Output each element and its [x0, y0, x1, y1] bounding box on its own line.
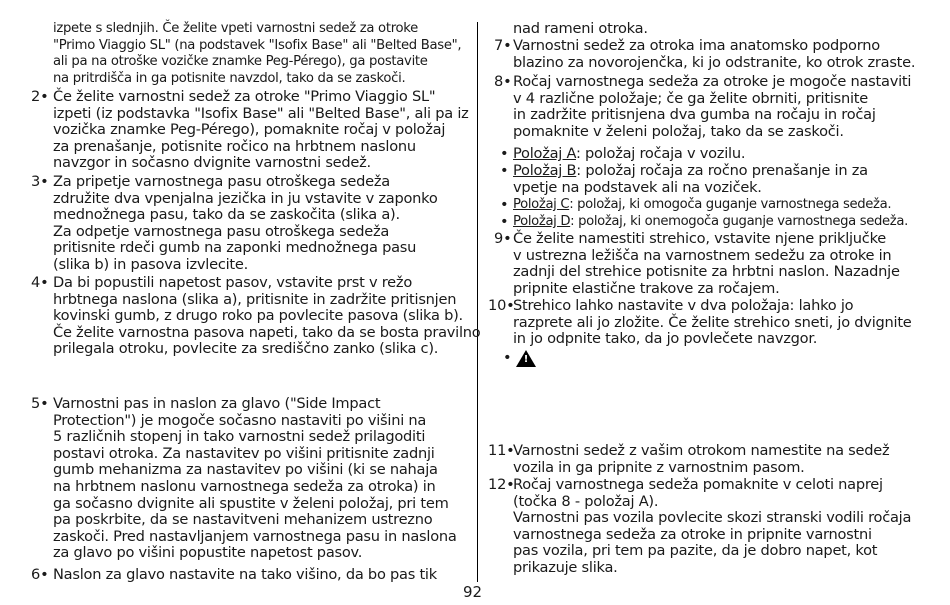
item-12-paragraph — [513, 477, 911, 577]
text-line: zadnji del strehice potisnite za hrbtni naslon. Nazadnje — [513, 263, 900, 281]
item-number-8: 8• — [494, 73, 512, 90]
text-line: izpete s slednjih. Če želite vpeti varnostni sedež za otroke — [53, 21, 418, 36]
position-b-item — [513, 163, 868, 180]
position-label: Položaj D — [513, 214, 571, 229]
item-number-9: 9• — [494, 230, 512, 247]
bullet: • — [500, 196, 509, 213]
item-10-paragraph — [513, 298, 912, 348]
text-line: na hrbtnem naslonu varnostnega sedeža za otroka) in — [53, 477, 436, 495]
item-4-paragraph — [53, 275, 480, 358]
text-line: Protection") je mogoče sočasno nastaviti po višini na — [53, 411, 427, 429]
text-line: Varnostni pas vozila povlecite skozi stranski vodili ročaja — [513, 509, 912, 527]
item-2-paragraph — [53, 89, 469, 172]
text-line: Če želite namestiti strehico, vstavite njene priključke — [513, 230, 886, 247]
text-line: na pritrdišča in ga potisnite navzdol, tako da se zaskoči. — [53, 70, 406, 86]
position-text: : položaj, ki onemogoča guganje varnostnega sedeža. — [570, 214, 908, 229]
text-line: kovinski gumb, z drugo roko pa povlecite pasova (slika b). — [53, 307, 463, 325]
right-intro-paragraph — [513, 21, 648, 38]
text-line: izpeti (iz podstavka "Isofix Base" ali "Belted Base", ali pa iz — [53, 104, 469, 122]
text-line: Ročaj varnostnega sedeža za otroke je mogoče nastaviti — [513, 73, 912, 90]
text-line: navzgor in sočasno dvignite varnostni sedež. — [53, 154, 371, 172]
text-line: zaskoči. Pred nastavljanjem varnostnega pasu in naslona — [53, 527, 457, 545]
text-line: vozila in ga pripnite z varnostnim pasom. — [513, 458, 805, 476]
text-line: združite dva vpenjalna jezička in ju vstavite v zaponko — [53, 189, 438, 207]
text-line: pa poskrbite, da se nastavitveni mehanizem ustrezno — [53, 511, 433, 529]
page-number: 92 — [463, 583, 483, 601]
item-number-2: 2• — [31, 88, 49, 105]
bullet: • — [500, 162, 509, 179]
text-line: Ročaj varnostnega sedeža pomaknite v celoti naprej — [513, 476, 883, 493]
item-number-7: 7• — [494, 37, 512, 54]
position-label: Položaj B — [513, 162, 577, 179]
item-6-paragraph — [53, 567, 437, 584]
text-line: "Primo Viaggio SL" (na podstavek "Isofix Base" ali "Belted Base", — [53, 37, 462, 53]
text-line: pritisnite rdeči gumb na zaponki mednožnega pasu — [53, 239, 417, 257]
text-line: za glavo po višini popustite napetost pasov. — [53, 544, 363, 562]
text-line: nad rameni otroka. — [513, 20, 648, 37]
text-line: gumb mehanizma za nastavitev po višini (ki se nahaja — [53, 461, 438, 479]
position-a-item — [513, 146, 745, 163]
text-line: mednožnega pasu, tako da se zaskočita (slika a). — [53, 206, 400, 224]
item-number-3: 3• — [31, 173, 49, 190]
text-line: (slika b) in pasova izvlecite. — [53, 255, 248, 273]
position-text: : položaj ročaja za ročno prenašanje in za — [576, 162, 868, 179]
position-text: : položaj, ki omogoča guganje varnostnega sedeža. — [569, 197, 892, 212]
text-line: blazino za novorojenčka, ki jo odstranite, ko otrok zraste. — [513, 53, 916, 71]
text-line: in jo odpnite tako, da jo povlečete navzgor. — [513, 330, 818, 348]
item-number-6: 6• — [31, 566, 49, 583]
text-line: Varnostni pas in naslon za glavo ("Side Impact — [53, 395, 381, 412]
item-7-paragraph — [513, 38, 915, 71]
text-line: ga sočasno dvignite ali spustite v želeni položaj, pri tem — [53, 494, 449, 512]
left-intro-paragraph — [53, 21, 461, 87]
item-11-paragraph — [513, 443, 889, 476]
text-line: postavi otroka. Za nastavitev po višini pritisnite zadnji — [53, 444, 435, 462]
warning-bullet: • — [503, 349, 512, 366]
item-number-12: 12• — [488, 476, 515, 493]
item-number-10: 10• — [488, 297, 515, 314]
text-line: prikazuje slika. — [513, 558, 618, 576]
text-line: vozička znamke Peg-Pérego), pomaknite ročaj v položaj — [53, 121, 446, 139]
position-label: Položaj C — [513, 197, 570, 212]
text-line: varnostnega sedeža za otroke in pripnite varnostni — [513, 525, 872, 543]
position-c-item — [513, 197, 891, 214]
bullet: • — [500, 213, 509, 230]
item-number-11: 11• — [488, 442, 515, 459]
text-line: hrbtnega naslona (slika a), pritisnite in zadržite pritisnjen — [53, 290, 457, 308]
text-line: Strehico lahko nastavite v dva položaja: lahko jo — [513, 297, 854, 314]
text-line: Za odpetje varnostnega pasu otroškega sedeža — [53, 222, 390, 240]
text-line: za prenašanje, potisnite ročico na hrbtnem naslonu — [53, 137, 416, 155]
position-text: : položaj ročaja v vozilu. — [575, 145, 746, 162]
position-label: Položaj A — [513, 145, 576, 162]
text-line: pripnite elastične trakove za ročajem. — [513, 279, 780, 297]
position-b-continuation: vpetje na podstavek ali na voziček. — [513, 179, 762, 196]
text-line: Varnostni sedež za otroka ima anatomsko podporno — [513, 37, 880, 54]
item-5-paragraph — [53, 396, 457, 562]
text-line: Naslon za glavo nastavite na tako višino, da bo pas tik — [53, 566, 437, 583]
warning-icon: ! — [523, 354, 529, 365]
item-3-paragraph — [53, 174, 438, 274]
text-line: Za pripetje varnostnega pasu otroškega sedeža — [53, 173, 390, 190]
text-line: pas vozila, pri tem pa pazite, da je dobro napet, kot — [513, 542, 878, 560]
item-number-5: 5• — [31, 395, 49, 412]
text-line: prilegala otroku, povlecite za središčno zanko (slika c). — [53, 340, 439, 358]
item-9-paragraph — [513, 231, 900, 297]
text-line: in zadržite pritisnjena dva gumba na ročaju in ročaj — [513, 106, 876, 124]
text-line: Če želite varnostni sedež za otroke "Primo Viaggio SL" — [53, 88, 436, 105]
text-line: ali pa na otroške vozičke znamke Peg-Pérego), ga postavite — [53, 54, 428, 70]
item-number-4: 4• — [31, 274, 49, 291]
text-line: 5 različnih stopenj in tako varnostni sedež prilagoditi — [53, 428, 426, 446]
text-line: Varnostni sedež z vašim otrokom namestite na sedež — [513, 442, 890, 459]
text-line: Da bi popustili napetost pasov, vstavite prst v režo — [53, 274, 412, 291]
text-line: v ustrezna ležišča na varnostnem sedežu za otroke in — [513, 246, 892, 264]
text-line: Če želite varnostna pasova napeti, tako da se bosta pravilno — [53, 323, 481, 341]
text-line: pomaknite v želeni položaj, tako da se zaskoči. — [513, 122, 844, 140]
text-line: razprete ali jo zložite. Če želite strehico sneti, jo dvignite — [513, 313, 912, 331]
bullet: • — [500, 145, 509, 162]
text-line: (točka 8 - položaj A). — [513, 492, 659, 510]
text-line: v 4 različne položaje; če ga želite obrniti, pritisnite — [513, 89, 868, 107]
item-8-paragraph — [513, 74, 911, 140]
position-d-item — [513, 214, 908, 231]
